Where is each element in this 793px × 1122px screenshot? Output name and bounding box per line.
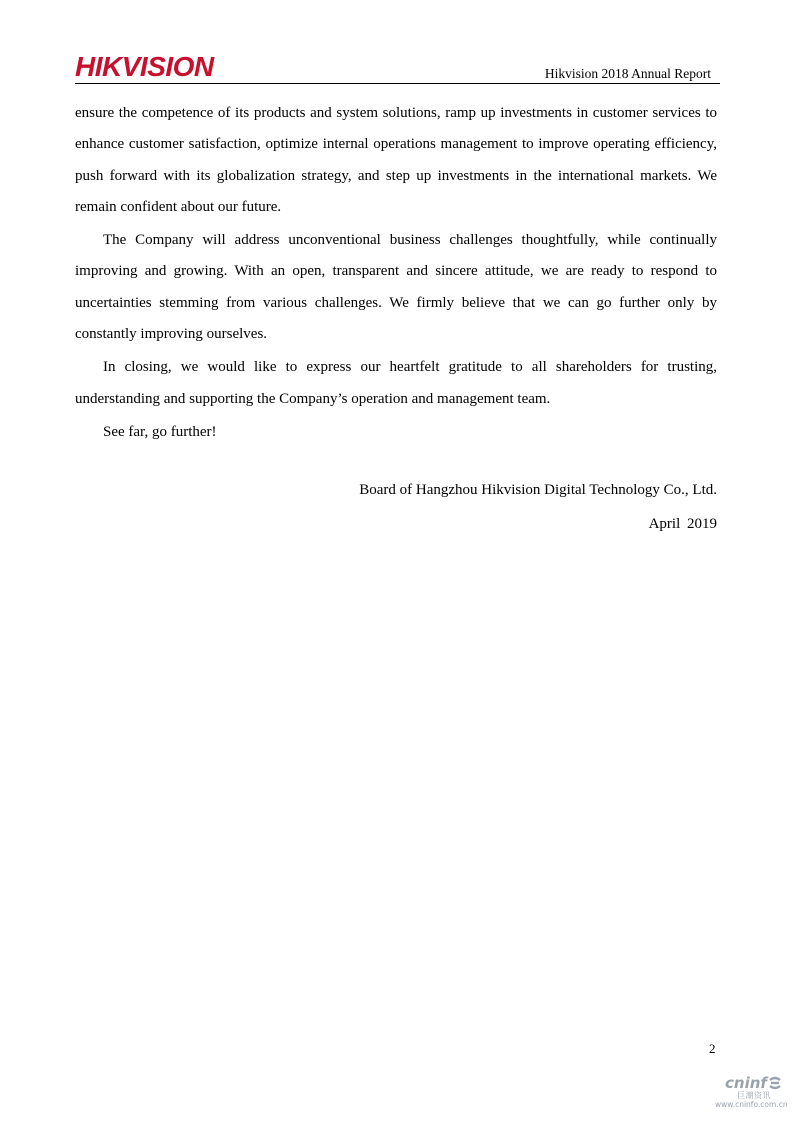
paragraph-motto: See far, go further! (103, 423, 217, 440)
watermark-word: cninf (725, 1074, 767, 1092)
cninfo-watermark (713, 1074, 791, 1114)
page-number: 2 (709, 1041, 716, 1056)
logo-rest: VISION (121, 51, 214, 82)
hikvision-logo (75, 52, 214, 82)
report-title: Hikvision 2018 Annual Report (544, 66, 711, 81)
paragraph-continuation: ensure the competence of its products and system solutions, ramp up investments in customer services to enhance customer satisfaction, optimize internal operations management to improve operating efficiency, push forward with its globalization strategy, and step up investments in the international markets. We remain confident about our future. (75, 105, 717, 215)
cninfo-logo-icon (767, 1075, 783, 1091)
paragraph-challenges: The Company will address unconventional business challenges thoughtfully, while continually improving and growing. With an open, transparent and sincere attitude, we are ready to respond to uncertainties stemming from various challenges. We firmly believe that we can go further only by constantly improving ourselves. (75, 232, 717, 343)
signature-date: April 2019 (648, 516, 717, 532)
paragraph-closing: In closing, we would like to express our heartfelt gratitude to all shareholders for trusting, understanding and supporting the Company’s operation and management team. (75, 359, 717, 407)
header-divider (75, 83, 720, 84)
signature-board: Board of Hangzhou Hikvision Digital Technology Co., Ltd. (359, 482, 717, 498)
logo-prefix: HIK (75, 51, 122, 82)
watermark-cn-text: 巨潮资讯 (737, 1091, 771, 1100)
watermark-url: www.cninfo.com.cn (715, 1100, 788, 1109)
letter-body (75, 98, 717, 450)
